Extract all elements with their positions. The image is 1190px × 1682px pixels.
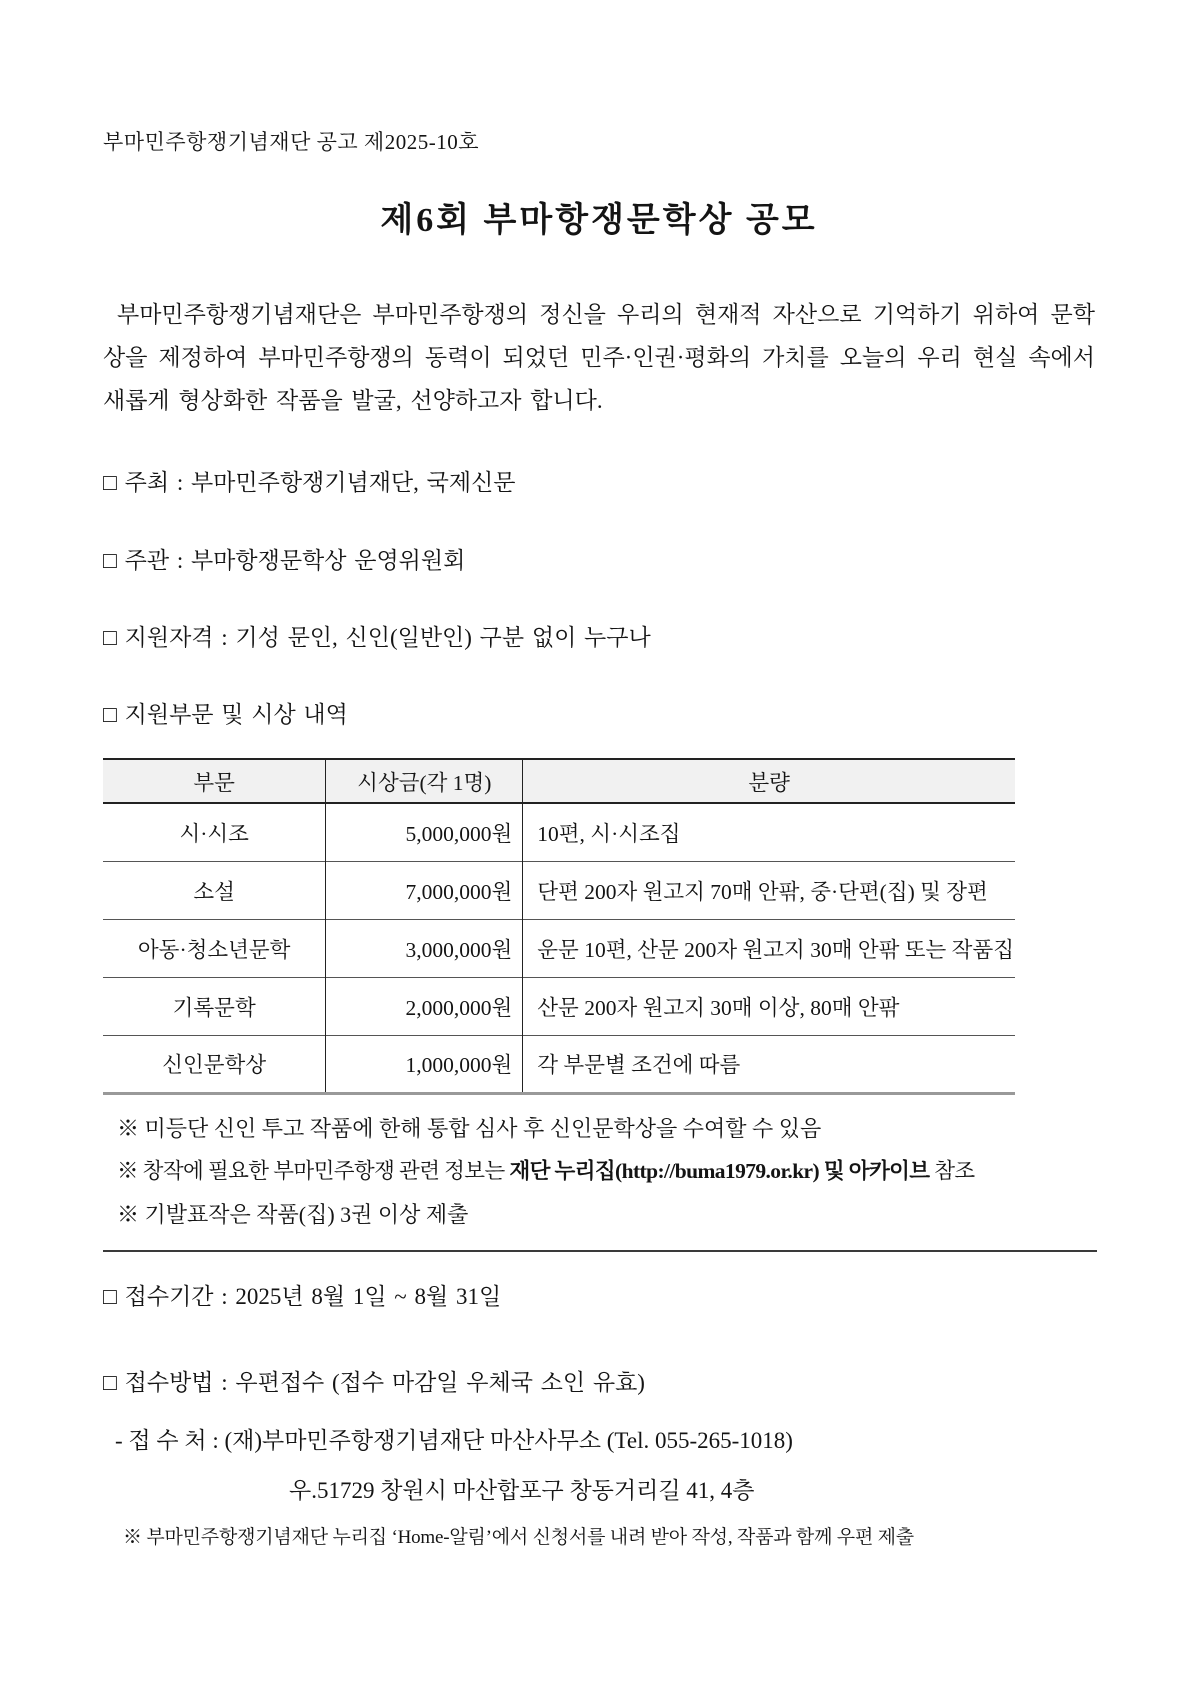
note-archive-suffix: 참조 (929, 1158, 975, 1183)
column-header-prize: 시상금(각 1명) (326, 759, 523, 803)
submission-address-label: - 접 수 처 : (재)부마민주항쟁기념재단 마산사무소 (Tel. 055-265-1018) (115, 1427, 793, 1453)
cell-prize: 7,000,000원 (326, 861, 523, 919)
cell-volume: 10편, 시·시조집 (537, 821, 681, 846)
notice-number: 부마민주항쟁기념재단 공고 제2025-10호 (103, 130, 479, 154)
cell-category: 아동·청소년문학 (103, 919, 326, 977)
cell-volume: 운문 10편, 산문 200자 원고지 30매 안팎 또는 작품집 (523, 919, 1015, 977)
note-published-works: ※ 기발표작은 작품(집) 3권 이상 제출 (117, 1201, 469, 1227)
cell-volume: 각 부문별 조건에 따름 (523, 1035, 1015, 1093)
table-row (103, 1035, 1015, 1093)
host-line: □ 주최 : 부마민주항쟁기념재단, 국제신문 (103, 470, 516, 495)
note-archive-url: 재단 누리집(http://buma1979.or.kr) 및 아카이브 (509, 1158, 930, 1183)
cell-prize: 1,000,000원 (326, 1035, 523, 1093)
organizer-line: □ 주관 : 부마항쟁문학상 운영위원회 (103, 548, 466, 573)
column-header-volume: 분량 (523, 759, 1015, 803)
award-table (103, 758, 1015, 1095)
submission-address-detail: 우.51729 창원시 마산합포구 창동거리길 41, 4층 (289, 1477, 755, 1503)
cell-prize: 2,000,000원 (326, 977, 523, 1035)
cell-category: 시·시조 (103, 803, 326, 861)
cell-volume: 산문 200자 원고지 30매 이상, 80매 안팎 (523, 977, 1015, 1035)
submission-period-line: □ 접수기간 : 2025년 8월 1일 ~ 8월 31일 (103, 1283, 502, 1309)
note-archive-prefix: ※ 창작에 필요한 부마민주항쟁 관련 정보는 (117, 1158, 510, 1183)
cell-category: 소설 (103, 861, 326, 919)
table-row (103, 861, 1015, 919)
note-archive-reference (117, 1150, 1095, 1193)
cell-category: 기록문학 (103, 977, 326, 1035)
eligibility-line: □ 지원자격 : 기성 문인, 신인(일반인) 구분 없이 누구나 (103, 625, 651, 650)
intro-paragraph: 부마민주항쟁기념재단은 부마민주항쟁의 정신을 우리의 현재적 자산으로 기억하기 위하여 문학상을 제정하여 부마민주항쟁의 동력이 되었던 민주·인권·평화의 가치를 오늘의 우리 현실 속에서 새롭게 형상화한 작품을 발굴, 선양하고자 합니다. (103, 302, 1095, 413)
section-divider (103, 1250, 1097, 1252)
application-download-note: ※ 부마민주항쟁기념재단 누리집 ‘Home-알림’에서 신청서를 내려 받아 작성, 작품과 함께 우편 제출 (123, 1526, 914, 1548)
cell-category: 신인문학상 (103, 1035, 326, 1093)
page-title: 제6회 부마항쟁문학상 공모 (380, 202, 818, 239)
table-row (103, 803, 1015, 861)
cell-volume: 단편 200자 원고지 70매 안팎, 중·단편(집) 및 장편 (523, 861, 1015, 919)
cell-prize: 3,000,000원 (326, 919, 523, 977)
table-row (103, 919, 1015, 977)
note-new-writer: ※ 미등단 신인 투고 작품에 한해 통합 심사 후 신인문학상을 수여할 수 있음 (117, 1115, 822, 1141)
award-table-header-row (103, 759, 1015, 803)
award-section-title: □ 지원부문 및 시상 내역 (103, 702, 348, 727)
column-header-category: 부문 (103, 759, 326, 803)
table-row (103, 977, 1015, 1035)
submission-method-line: □ 접수방법 : 우편접수 (접수 마감일 우체국 소인 유효) (103, 1369, 645, 1395)
cell-prize: 5,000,000원 (326, 803, 523, 861)
table-notes (103, 1107, 1095, 1236)
